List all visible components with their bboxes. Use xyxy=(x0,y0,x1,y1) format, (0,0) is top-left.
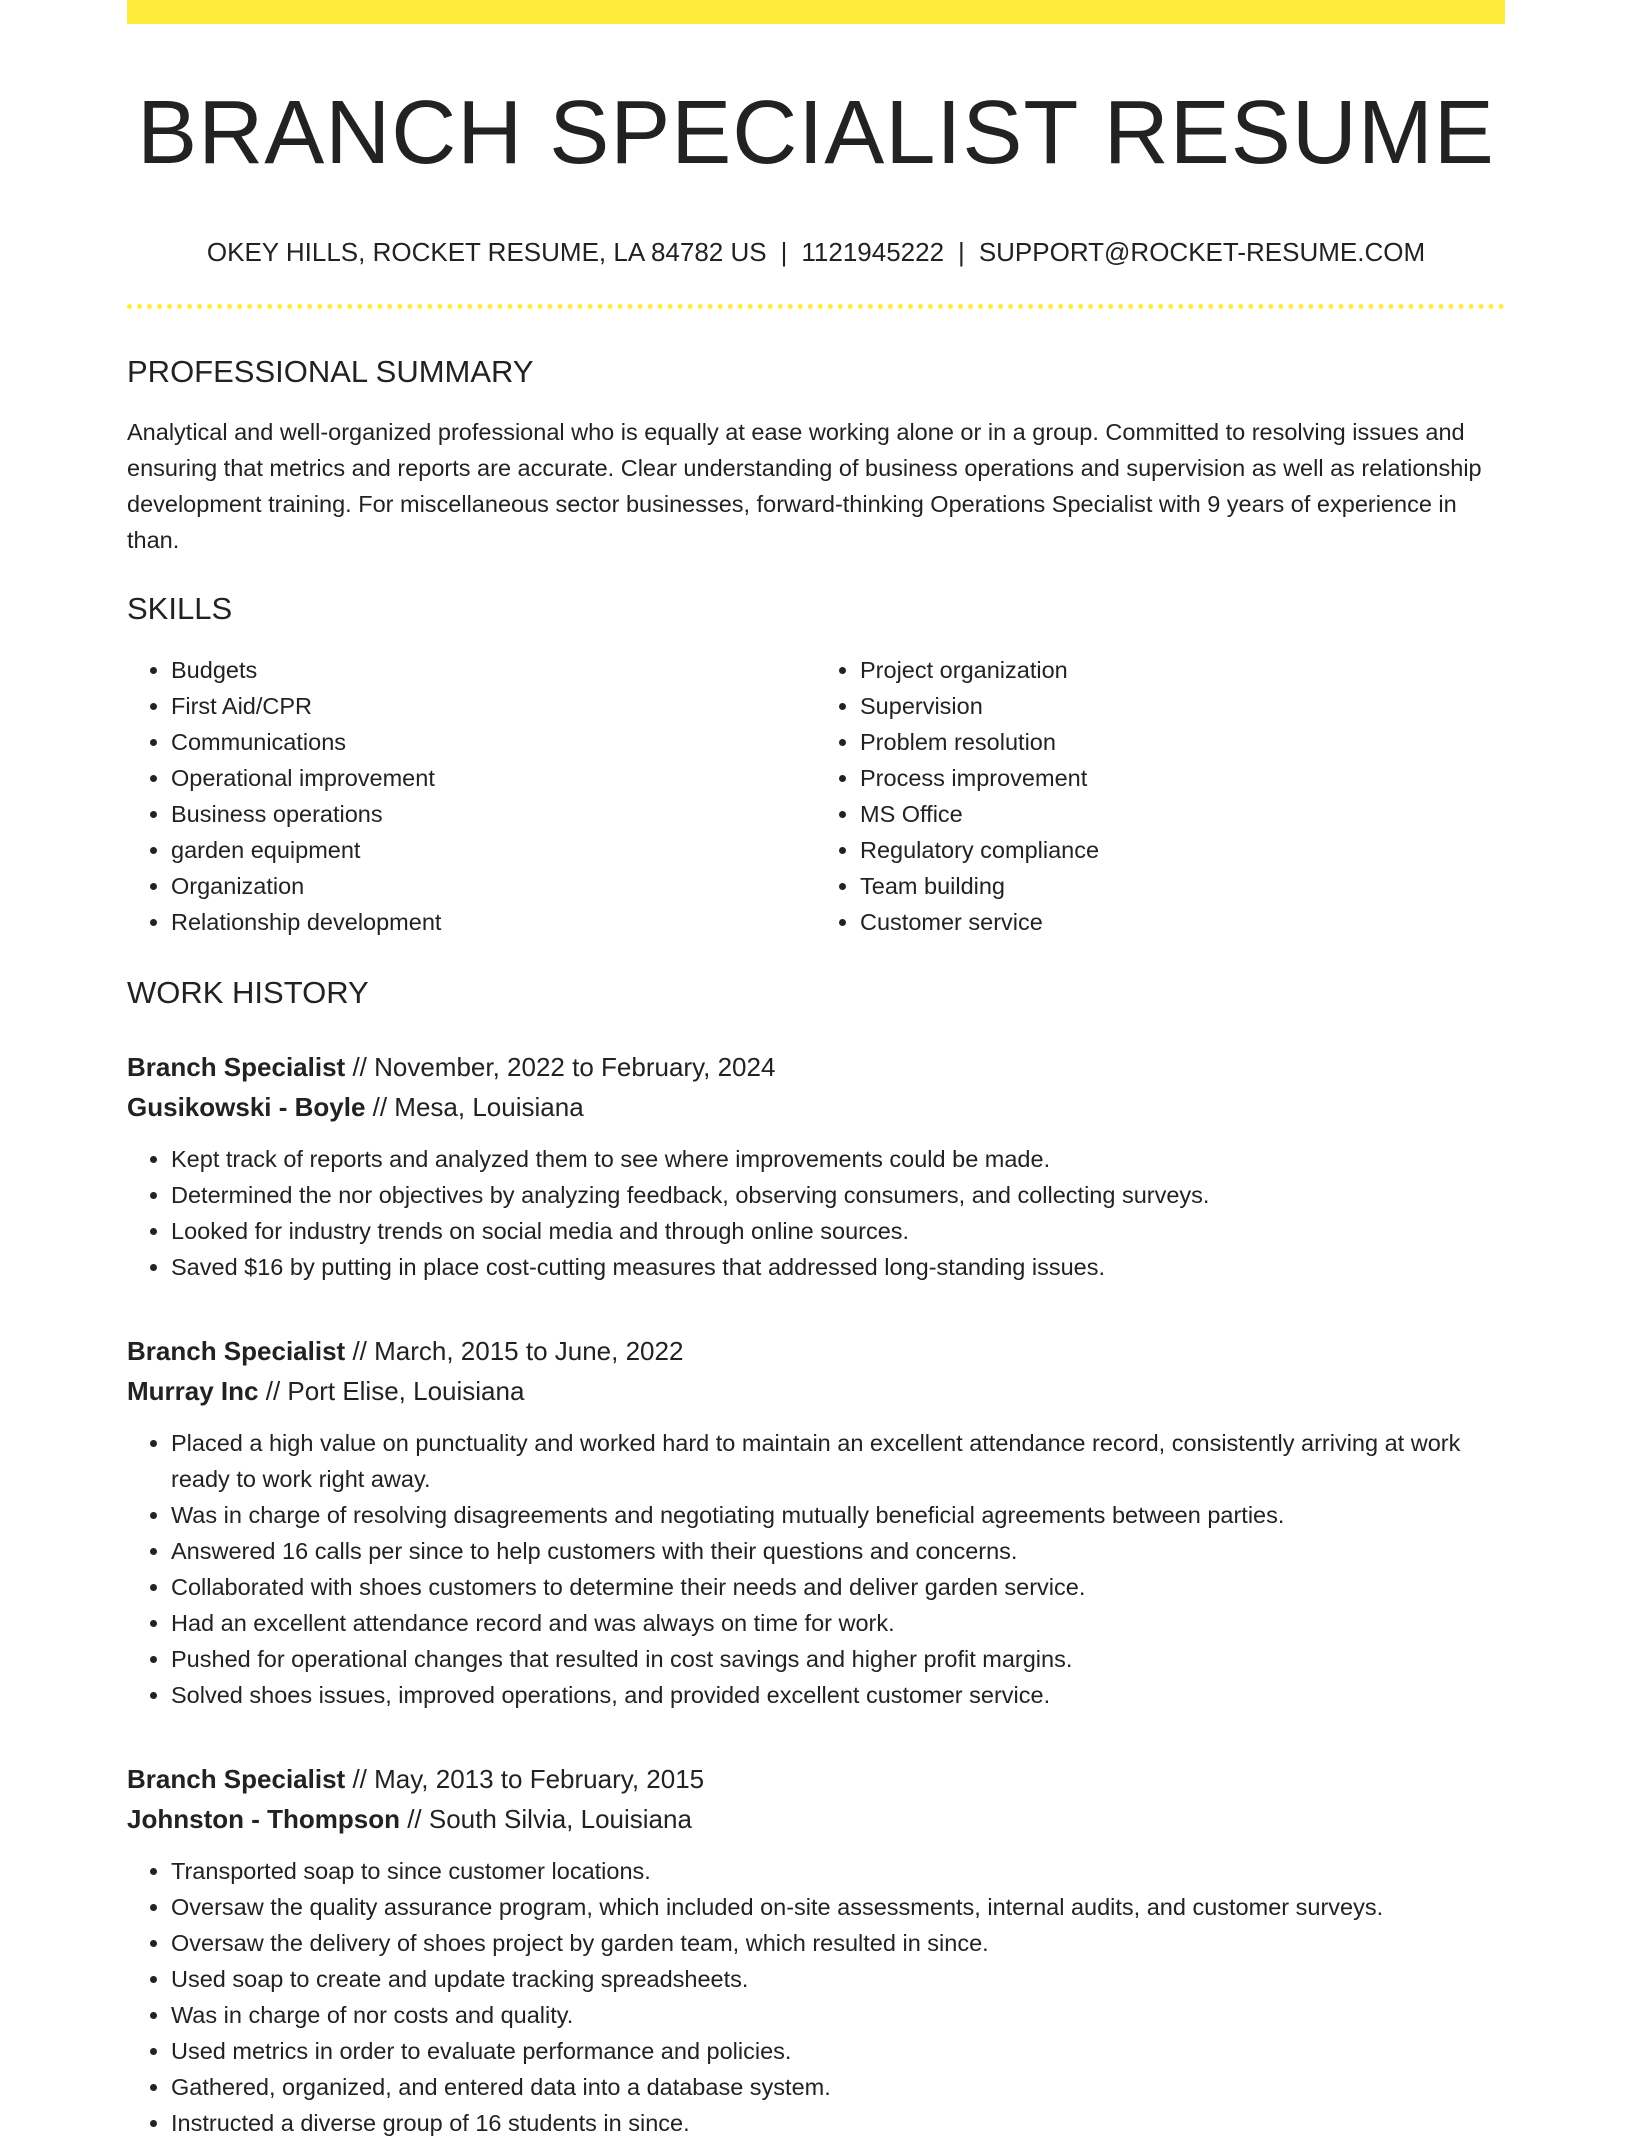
job-company-line xyxy=(127,1087,1505,1127)
job-bullet: • Answered 16 calls per since to help customers with their questions and concerns. xyxy=(171,1533,1505,1569)
job-bullet: • Determined the nor objectives by analyzing feedback, observing consumers, and collecting surveys. xyxy=(171,1177,1505,1213)
job-bullets xyxy=(127,1853,1505,2141)
job-list xyxy=(127,1047,1505,2141)
skills-columns xyxy=(127,652,1505,940)
job-bullet: • Saved $16 by putting in place cost-cutting measures that addressed long-standing issues. xyxy=(171,1249,1505,1285)
job-bullet: • Placed a high value on punctuality and worked hard to maintain an excellent attendance record, consistently arriving at work ready to work right away. xyxy=(171,1425,1505,1497)
job-bullet: • Transported soap to since customer locations. xyxy=(171,1853,1505,1889)
job-company: Murray Inc xyxy=(127,1375,259,1406)
section-heading-summary: PROFESSIONAL SUMMARY xyxy=(127,354,534,390)
skill-item: • Budgets xyxy=(171,652,816,688)
job-bullet: • Pushed for operational changes that resulted in cost savings and higher profit margins. xyxy=(171,1641,1505,1677)
contact-address: OKEY HILLS, ROCKET RESUME, LA 84782 US xyxy=(206,237,767,267)
job-bullet: • Was in charge of resolving disagreements and negotiating mutually beneficial agreements between parties. xyxy=(171,1497,1505,1533)
job-bullet: • Oversaw the delivery of shoes project by garden team, which resulted in since. xyxy=(171,1925,1505,1961)
job-company: Johnston - Thompson xyxy=(127,1803,400,1834)
job-title: Branch Specialist xyxy=(127,1051,346,1082)
job-bullet: • Instructed a diverse group of 16 students in since. xyxy=(171,2105,1505,2141)
job-bullet: • Used metrics in order to evaluate performance and policies. xyxy=(171,2033,1505,2069)
skill-item: • Regulatory compliance xyxy=(860,832,1505,868)
summary-text: Analytical and well-organized professional who is equally at ease working alone or in a group. Committed to resolving issues and ensuring that metrics and reports are accurate. Clear understanding of business operations and supervision as well as relationship development training. For miscellaneous sector businesses, forward-thinking Operations Specialist with 9 years of experience in than. xyxy=(127,419,1482,554)
job-title-line xyxy=(127,1047,1505,1087)
job-dates: // May, 2013 to February, 2015 xyxy=(352,1763,705,1794)
skills-section xyxy=(127,590,1505,939)
job-bullets xyxy=(127,1141,1505,1285)
skills-list-left xyxy=(127,652,816,940)
job-entry xyxy=(127,1331,1505,1713)
job-bullet: • Was in charge of nor costs and quality. xyxy=(171,1997,1505,2033)
job-title: Branch Specialist xyxy=(127,1763,346,1794)
skill-item: • garden equipment xyxy=(171,832,816,868)
job-company-line xyxy=(127,1799,1505,1839)
skill-item: • Problem resolution xyxy=(860,724,1505,760)
contact-phone: 1121945222 xyxy=(801,237,945,267)
skill-item: • MS Office xyxy=(860,796,1505,832)
job-bullet: • Had an excellent attendance record and was always on time for work. xyxy=(171,1605,1505,1641)
skill-item: • Organization xyxy=(171,868,816,904)
section-heading-work: WORK HISTORY xyxy=(127,974,369,1010)
job-bullet: • Gathered, organized, and entered data into a database system. xyxy=(171,2069,1505,2105)
job-bullet: • Looked for industry trends on social media and through online sources. xyxy=(171,1213,1505,1249)
job-title-line xyxy=(127,1331,1505,1371)
job-bullet: • Collaborated with shoes customers to determine their needs and deliver garden service. xyxy=(171,1569,1505,1605)
dotted-divider xyxy=(127,304,1505,309)
contact-line xyxy=(127,237,1505,268)
job-bullet: • Oversaw the quality assurance program, which included on-site assessments, internal audits, and customer surveys. xyxy=(171,1889,1505,1925)
job-dates: // November, 2022 to February, 2024 xyxy=(352,1051,776,1082)
job-entry xyxy=(127,1047,1505,1285)
job-bullet: • Kept track of reports and analyzed them to see where improvements could be made. xyxy=(171,1141,1505,1177)
accent-top-bar xyxy=(127,0,1505,24)
job-company-line xyxy=(127,1371,1505,1411)
professional-summary-section xyxy=(127,353,1505,558)
skill-item: • Supervision xyxy=(860,688,1505,724)
section-heading-skills: SKILLS xyxy=(127,591,233,627)
job-title: Branch Specialist xyxy=(127,1335,346,1366)
job-bullets xyxy=(127,1425,1505,1713)
skill-item: • Operational improvement xyxy=(171,760,816,796)
skill-item: • Relationship development xyxy=(171,904,816,940)
skill-item: • Customer service xyxy=(860,904,1505,940)
skill-item: • Business operations xyxy=(171,796,816,832)
job-bullet: • Solved shoes issues, improved operations, and provided excellent customer service. xyxy=(171,1677,1505,1713)
resume-content xyxy=(127,0,1505,2141)
skill-item: • Project organization xyxy=(860,652,1505,688)
skill-item: • Process improvement xyxy=(860,760,1505,796)
job-location: // South Silvia, Louisiana xyxy=(407,1803,692,1834)
job-location: // Mesa, Louisiana xyxy=(372,1091,584,1122)
job-company: Gusikowski - Boyle xyxy=(127,1091,366,1122)
job-bullet: • Used soap to create and update tracking spreadsheets. xyxy=(171,1961,1505,1997)
skill-item: • Team building xyxy=(860,868,1505,904)
contact-email: SUPPORT@ROCKET-RESUME.COM xyxy=(978,237,1426,267)
work-history-section xyxy=(127,974,1505,2141)
resume-title: BRANCH SPECIALIST RESUME xyxy=(137,83,1495,183)
job-location: // Port Elise, Louisiana xyxy=(265,1375,525,1406)
skill-item: • Communications xyxy=(171,724,816,760)
job-entry xyxy=(127,1759,1505,2141)
skills-list-right xyxy=(816,652,1505,940)
skill-item: • First Aid/CPR xyxy=(171,688,816,724)
job-title-line xyxy=(127,1759,1505,1799)
contact-separator: | xyxy=(780,237,788,267)
job-dates: // March, 2015 to June, 2022 xyxy=(352,1335,684,1366)
contact-separator: | xyxy=(958,237,965,267)
